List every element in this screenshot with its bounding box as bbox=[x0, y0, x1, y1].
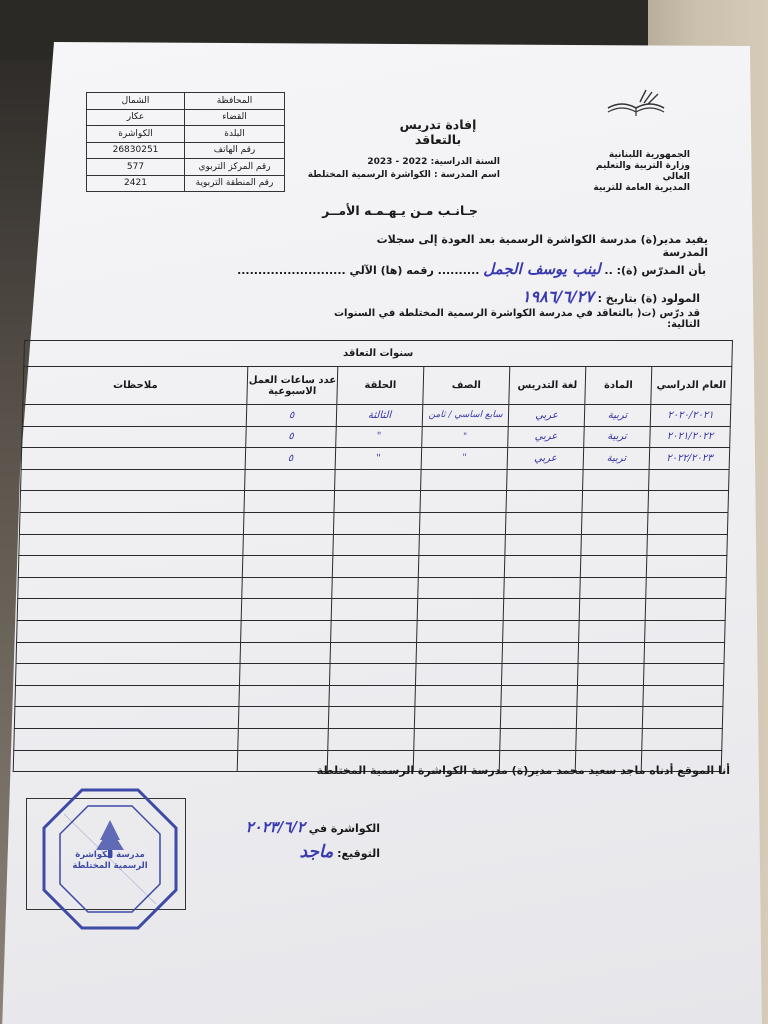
column-header: الصف bbox=[423, 367, 510, 405]
empty-cell bbox=[17, 620, 242, 642]
teacher-label: بأن المدرّس (ة): .. bbox=[604, 264, 706, 277]
empty-row bbox=[14, 707, 723, 729]
empty-cell bbox=[580, 556, 647, 578]
empty-cell bbox=[244, 491, 335, 513]
empty-cell bbox=[16, 642, 241, 664]
empty-row bbox=[17, 599, 726, 621]
document-title: إفادة تدريس بالتعاقد bbox=[399, 117, 477, 147]
signature-line bbox=[220, 842, 380, 862]
empty-cell bbox=[328, 728, 415, 750]
empty-cell bbox=[15, 685, 240, 707]
empty-cell bbox=[335, 469, 422, 491]
table-row bbox=[22, 405, 731, 427]
body-line4: قد درّس (ت( بالتعاقد في مدرسة الكواشرة الرسمية المختلطة في السنوات التالية: bbox=[333, 308, 700, 330]
empty-cell bbox=[576, 728, 643, 750]
ministry-line2: وزارة التربية والتعليم العالي bbox=[595, 161, 690, 182]
empty-cell bbox=[646, 556, 727, 578]
empty-cell bbox=[20, 491, 245, 513]
table-cell-cycle: " bbox=[335, 448, 422, 470]
empty-cell bbox=[581, 512, 648, 534]
info-key: رقم الهاتف bbox=[185, 142, 285, 159]
empty-row bbox=[21, 469, 730, 491]
empty-cell bbox=[643, 685, 724, 707]
empty-cell bbox=[414, 707, 501, 729]
empty-cell bbox=[582, 491, 649, 513]
empty-cell bbox=[579, 620, 646, 642]
info-key: رقم المركز التربوي bbox=[185, 159, 285, 176]
table-cell-hours: ٥ bbox=[245, 448, 336, 470]
empty-cell bbox=[330, 642, 417, 664]
school-year: السنة الدراسية: 2022 - 2023 bbox=[367, 157, 500, 167]
empty-cell bbox=[414, 728, 501, 750]
table-caption: سنوات التعاقد bbox=[24, 341, 733, 367]
table-cell-language: عربي bbox=[508, 426, 585, 448]
empty-cell bbox=[505, 534, 582, 556]
ministry-logo-icon bbox=[600, 86, 672, 122]
stamp-text: مدرسة الكواشرة الرسمية المختلطة bbox=[72, 850, 148, 871]
column-header: ملاحظات bbox=[23, 367, 248, 405]
empty-row bbox=[18, 577, 727, 599]
empty-cell bbox=[418, 577, 505, 599]
empty-cell bbox=[578, 664, 645, 686]
body-line1: يفيد مدير(ة) مدرسة الكواشرة الرسمية بعد العودة إلى سجلات المدرسة bbox=[376, 233, 708, 259]
ministry-header bbox=[580, 150, 690, 194]
empty-cell bbox=[328, 707, 415, 729]
empty-cell bbox=[504, 556, 581, 578]
info-row bbox=[87, 159, 285, 176]
empty-cell bbox=[240, 664, 331, 686]
empty-cell bbox=[14, 728, 239, 750]
table-cell-class: " bbox=[422, 426, 509, 448]
empty-cell bbox=[18, 556, 243, 578]
signer-line: أنا الموقع أدناه ماجد سعيد محمد مدير(ة) مدرسة الكواشرة الرسمية المختلطة bbox=[316, 764, 730, 777]
birth-date: ١٩٨٦/٦/٢٧ bbox=[521, 287, 594, 306]
empty-cell bbox=[646, 577, 727, 599]
empty-cell bbox=[642, 707, 723, 729]
empty-cell bbox=[332, 556, 419, 578]
info-value: الكواشرة bbox=[87, 126, 185, 143]
table-cell-year: ٢٠٢٠/٢٠٢١ bbox=[650, 405, 731, 427]
empty-row bbox=[19, 534, 728, 556]
table-cell-hours: ٥ bbox=[246, 426, 337, 448]
table-cell-notes bbox=[22, 405, 247, 427]
ministry-line3: المديرية العامة للتربية bbox=[593, 183, 690, 193]
empty-cell bbox=[241, 620, 332, 642]
teacher-name: لينب يوسف الجمل bbox=[483, 260, 601, 278]
empty-cell bbox=[240, 642, 331, 664]
empty-cell bbox=[502, 642, 579, 664]
info-key: القضاء bbox=[185, 109, 285, 126]
empty-cell bbox=[645, 599, 726, 621]
empty-cell bbox=[577, 685, 644, 707]
info-row bbox=[87, 126, 285, 143]
empty-cell bbox=[331, 620, 418, 642]
empty-cell bbox=[243, 534, 334, 556]
info-value: 577 bbox=[87, 159, 185, 176]
empty-row bbox=[15, 664, 724, 686]
info-value: 2421 bbox=[87, 175, 185, 192]
empty-cell bbox=[17, 599, 242, 621]
empty-cell bbox=[239, 685, 330, 707]
empty-cell bbox=[14, 707, 239, 729]
empty-row bbox=[15, 685, 724, 707]
table-cell-subject: تربية bbox=[583, 448, 650, 470]
empty-row bbox=[14, 728, 723, 750]
empty-cell bbox=[415, 685, 502, 707]
empty-cell bbox=[333, 512, 420, 534]
table-cell-year: ٢٠٢١/٢٠٢٢ bbox=[650, 426, 731, 448]
place-date-label: الكواشرة في bbox=[308, 822, 380, 835]
empty-cell bbox=[647, 534, 728, 556]
empty-cell bbox=[421, 469, 508, 491]
place-date bbox=[196, 818, 380, 836]
empty-cell bbox=[507, 469, 584, 491]
empty-cell bbox=[420, 491, 507, 513]
empty-cell bbox=[500, 728, 577, 750]
table-cell-language: عربي bbox=[508, 405, 585, 427]
empty-cell bbox=[576, 707, 643, 729]
info-row bbox=[87, 175, 285, 192]
info-value: الشمال bbox=[87, 93, 185, 110]
empty-cell bbox=[644, 664, 725, 686]
empty-cell bbox=[501, 685, 578, 707]
empty-cell bbox=[506, 491, 583, 513]
empty-cell bbox=[579, 599, 646, 621]
table-cell-class: سابع اساسي / ثامن bbox=[422, 405, 509, 427]
empty-cell bbox=[500, 707, 577, 729]
info-row bbox=[87, 93, 285, 110]
table-cell-cycle: " bbox=[336, 426, 423, 448]
table-row bbox=[22, 426, 731, 448]
column-header: عدد ساعات العمل الاسبوعية bbox=[247, 367, 338, 405]
empty-cell bbox=[13, 750, 238, 772]
empty-cell bbox=[332, 577, 419, 599]
empty-cell bbox=[416, 664, 503, 686]
school-name: اسم المدرسة : الكواشرة الرسمية المختلطة bbox=[307, 170, 500, 180]
empty-cell bbox=[243, 512, 334, 534]
empty-cell bbox=[15, 664, 240, 686]
empty-cell bbox=[329, 685, 416, 707]
empty-cell bbox=[419, 512, 506, 534]
employee-number-label: .......... رقمه (ها) الآلي .......................... bbox=[237, 264, 480, 277]
table-cell-subject: تربية bbox=[584, 405, 651, 427]
info-value: 26830251 bbox=[87, 142, 185, 159]
column-header: المادة bbox=[585, 367, 652, 405]
table-cell-class: " bbox=[421, 448, 508, 470]
empty-row bbox=[16, 642, 725, 664]
empty-row bbox=[17, 620, 726, 642]
contract-years-table bbox=[13, 340, 732, 744]
info-row bbox=[87, 109, 285, 126]
birth-label: المولود (ة) بتاريخ : bbox=[597, 292, 700, 305]
place-date-value: ٢٠٢٣/٦/٢ bbox=[245, 818, 305, 836]
empty-cell bbox=[330, 664, 417, 686]
table-row bbox=[21, 448, 730, 470]
empty-cell bbox=[502, 664, 579, 686]
empty-cell bbox=[417, 599, 504, 621]
table-cell-cycle: الثالثة bbox=[336, 405, 423, 427]
empty-cell bbox=[649, 469, 730, 491]
empty-cell bbox=[503, 620, 580, 642]
empty-cell bbox=[19, 534, 244, 556]
empty-cell bbox=[416, 642, 503, 664]
empty-cell bbox=[18, 577, 243, 599]
empty-cell bbox=[334, 491, 421, 513]
empty-cell bbox=[417, 620, 504, 642]
empty-cell bbox=[504, 577, 581, 599]
table-cell-hours: ٥ bbox=[246, 405, 337, 427]
body-line3 bbox=[470, 287, 700, 306]
empty-cell bbox=[580, 577, 647, 599]
empty-cell bbox=[241, 599, 332, 621]
signature: ماجد bbox=[299, 842, 334, 862]
body-line2 bbox=[176, 260, 706, 278]
info-row bbox=[87, 142, 285, 159]
addressee: جـانـب مـن يـهـمـه الأمــر bbox=[322, 203, 478, 218]
empty-cell bbox=[419, 534, 506, 556]
info-value: عكار bbox=[87, 109, 185, 126]
empty-row bbox=[19, 512, 728, 534]
info-key: البلدة bbox=[185, 126, 285, 143]
table-cell-year: ٢٠٢٢/٢٠٢٣ bbox=[649, 448, 730, 470]
empty-row bbox=[20, 491, 729, 513]
empty-cell bbox=[238, 728, 329, 750]
column-header: الحلقة bbox=[337, 367, 424, 405]
table-cell-language: عربي bbox=[507, 448, 584, 470]
empty-cell bbox=[19, 512, 244, 534]
table-cell-notes bbox=[21, 448, 246, 470]
info-key: رقم المنطقة التربوية bbox=[185, 175, 285, 192]
empty-cell bbox=[583, 469, 650, 491]
table-cell-subject: تربية bbox=[584, 426, 651, 448]
school-info-table bbox=[86, 92, 285, 192]
empty-cell bbox=[647, 512, 728, 534]
empty-cell bbox=[242, 556, 333, 578]
info-key: المحافظة bbox=[185, 93, 285, 110]
empty-cell bbox=[21, 469, 246, 491]
empty-cell bbox=[642, 728, 723, 750]
column-header: العام الدراسي bbox=[651, 367, 732, 405]
empty-cell bbox=[505, 512, 582, 534]
signature-label: التوقيع: bbox=[337, 847, 380, 860]
empty-cell bbox=[645, 620, 726, 642]
empty-cell bbox=[581, 534, 648, 556]
empty-cell bbox=[578, 642, 645, 664]
table-cell-notes bbox=[22, 426, 247, 448]
ministry-line1: الجمهورية اللبنانية bbox=[608, 150, 690, 160]
column-header: لغة التدريس bbox=[509, 367, 586, 405]
empty-cell bbox=[644, 642, 725, 664]
empty-row bbox=[18, 556, 727, 578]
empty-cell bbox=[238, 707, 329, 729]
empty-cell bbox=[237, 750, 328, 772]
empty-cell bbox=[648, 491, 729, 513]
empty-cell bbox=[331, 599, 418, 621]
empty-cell bbox=[242, 577, 333, 599]
empty-cell bbox=[333, 534, 420, 556]
empty-cell bbox=[418, 556, 505, 578]
empty-cell bbox=[245, 469, 336, 491]
empty-cell bbox=[503, 599, 580, 621]
